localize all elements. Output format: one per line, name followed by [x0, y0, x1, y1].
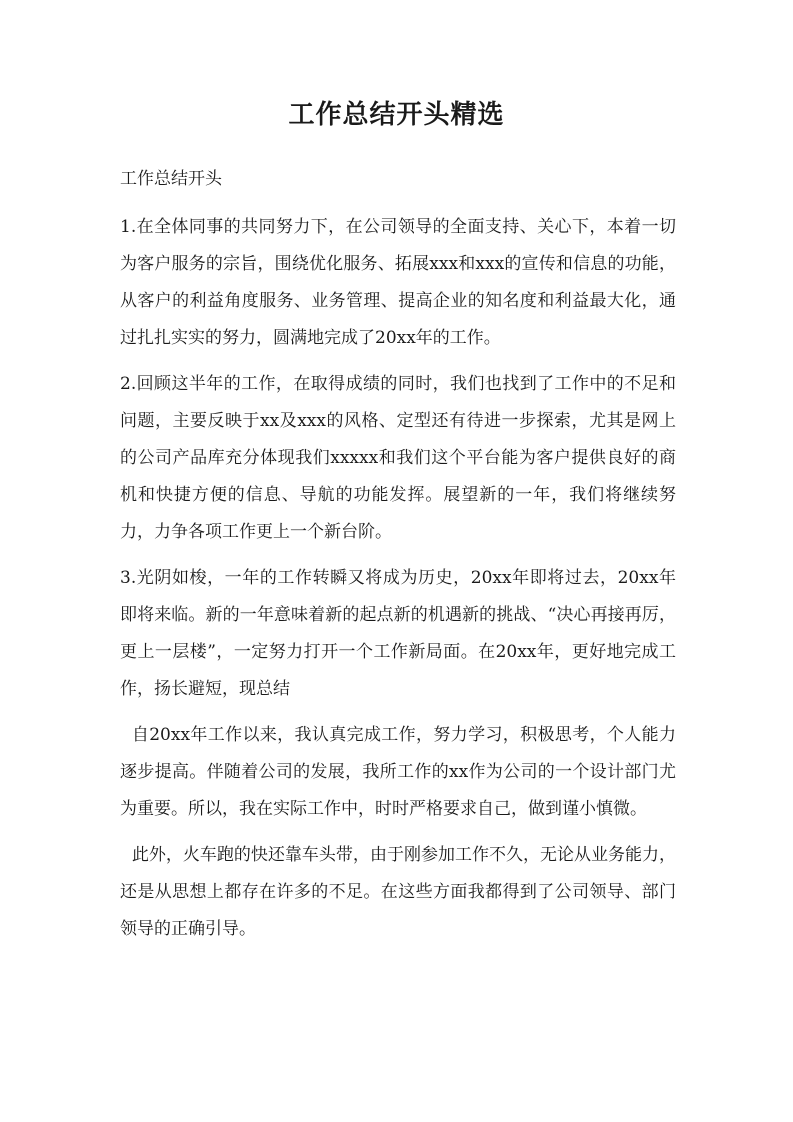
paragraph-2: 2.回顾这半年的工作，在取得成绩的同时，我们也找到了工作中的不足和问题，主要反映于xx及xxx的风格、定型还有待进一步探索，尤其是网上的公司产品库充分体现我们xxxxx和我们这个平台能为客户提供良好的商机和快捷方便的信息、导航的功能发挥。展望新的一年，我们将继续努力，力争各项工作更上一个新台阶。	[120, 374, 676, 542]
section-heading: 工作总结开头	[120, 169, 222, 189]
paragraph-3: 3.光阴如梭，一年的工作转瞬又将成为历史，20xx年即将过去，20xx年即将来临。新的一年意味着新的起点新的机遇新的挑战、“决心再接再厉，更上一层楼”，一定努力打开一个工作新局面。在20xx年，更好地完成工作，扬长避短，现总结	[120, 568, 676, 699]
paragraph-1: 1.在全体同事的共同努力下，在公司领导的全面支持、关心下，本着一切为客户服务的宗旨，围绕优化服务、拓展xxx和xxx的宣传和信息的功能，从客户的利益角度服务、业务管理、提高企业的知名度和利益最大化，通过扎扎实实的努力，圆满地完成了20xx年的工作。	[120, 217, 676, 348]
paragraph-4: 自20xx年工作以来，我认真完成工作，努力学习，积极思考，个人能力逐步提高。伴随着公司的发展，我所工作的xx作为公司的一个设计部门尤为重要。所以，我在实际工作中，时时严格要求自己，做到谨小慎微。	[120, 725, 676, 819]
document-title: 工作总结开头精选	[288, 100, 505, 130]
document-body	[120, 161, 676, 957]
paragraph-5: 此外，火车跑的快还靠车头带，由于刚参加工作不久，无论从业务能力，还是从思想上都存在许多的不足。在这些方面我都得到了公司领导、部门领导的正确引导。	[120, 845, 676, 939]
